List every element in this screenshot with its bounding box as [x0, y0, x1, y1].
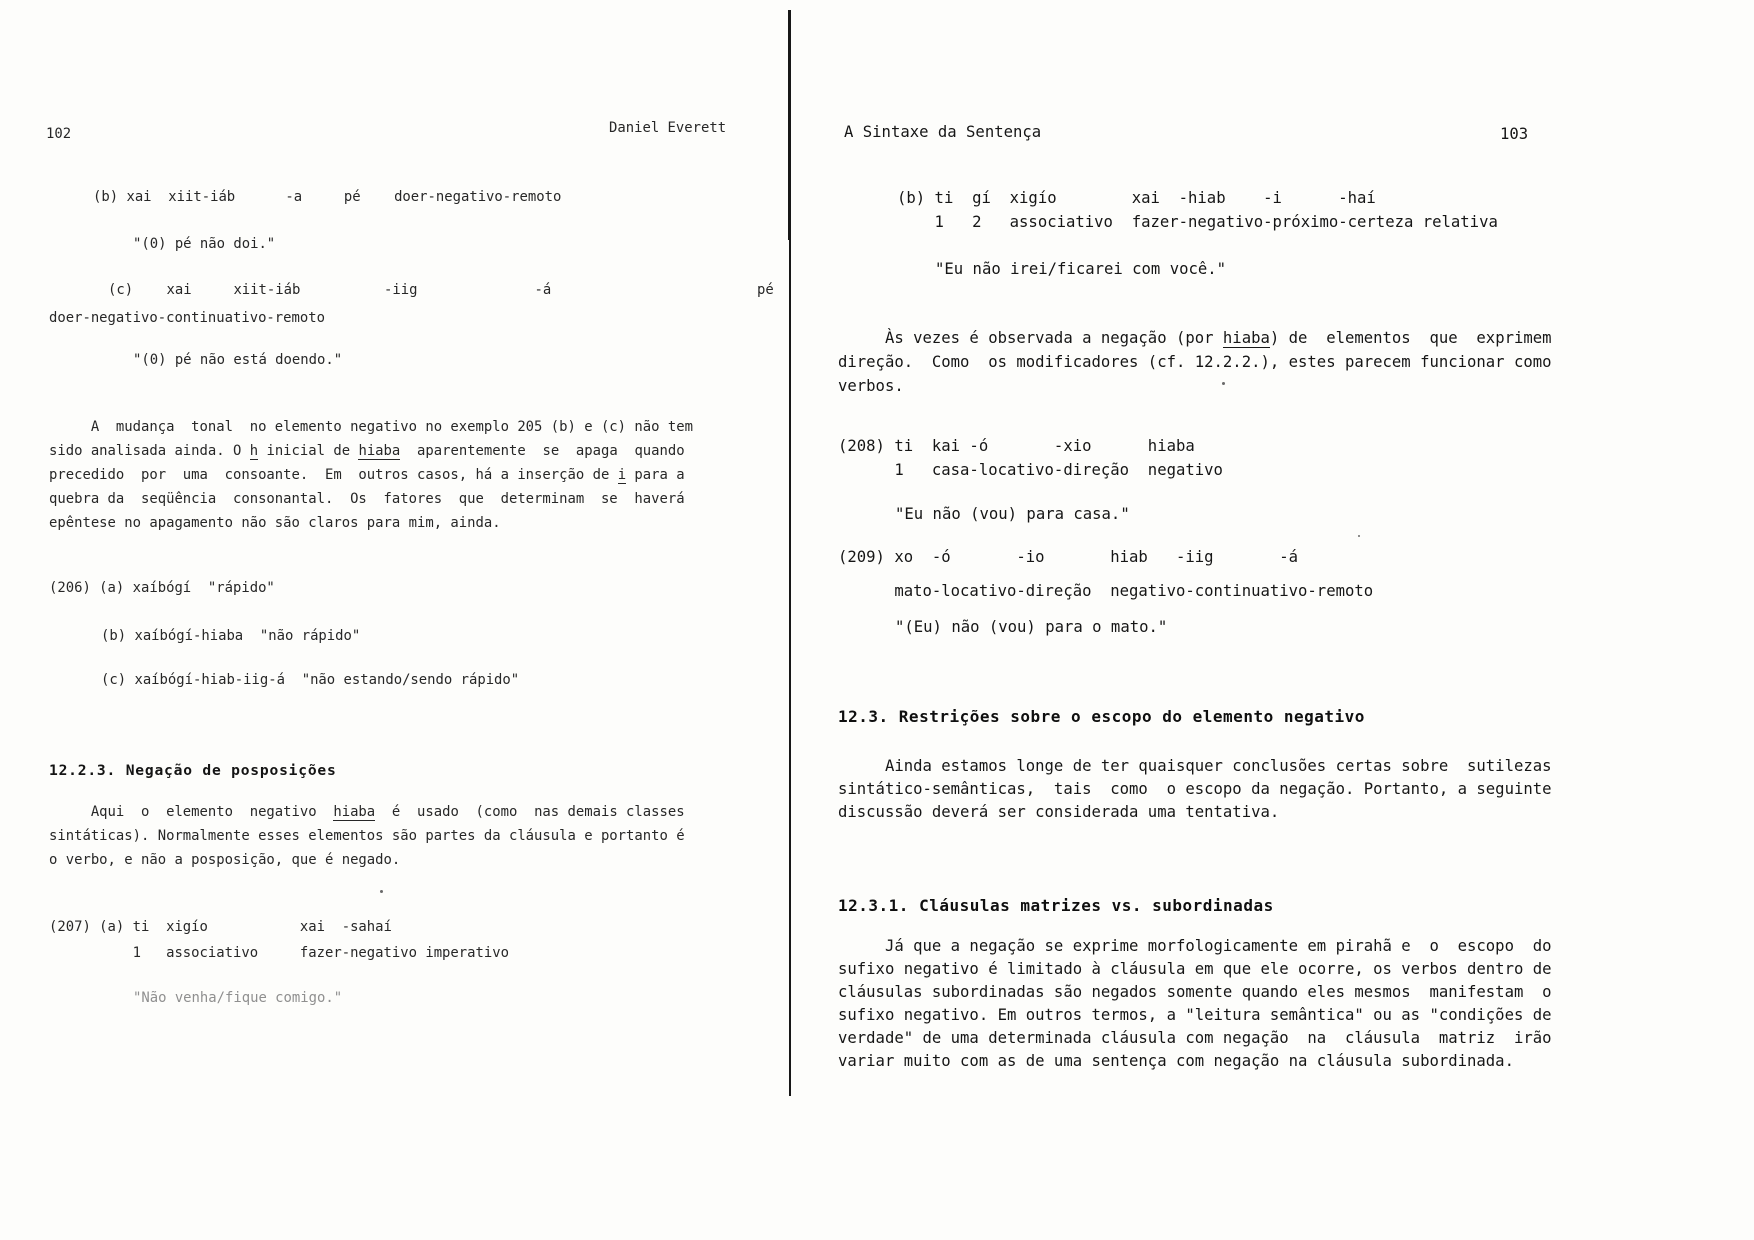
example-205c-gloss-line: doer-negativo-continuativo-remoto: [49, 310, 325, 326]
underlined-hiaba: hiaba: [1222, 329, 1270, 347]
paragraph-posposicoes-line-1-part: Aqui o elemento negativo: [49, 804, 334, 820]
paragraph-posposicoes-line-1-part: é usado (como nas demais classes: [375, 804, 685, 820]
paragraph-clausulas-line-1: Já que a negação se exprime morfologicamente em pirahã e o escopo do: [838, 937, 1552, 955]
paragraph-posposicoes-line-1: [49, 804, 685, 820]
example-206a-line: (206) (a) xaíbógí "rápido": [49, 580, 275, 596]
left-page-number: 102: [46, 126, 72, 142]
example-205c-overflow-word: pé: [757, 282, 774, 298]
paragraph-clausulas-line-5: verdade" de uma determinada cláusula com negação na cláusula matriz irão: [838, 1029, 1552, 1047]
paragraph-escopo-line-2: sintático-semânticas, tais como o escopo da negação. Portanto, a seguinte: [838, 780, 1552, 798]
paragraph-205-line-3: [49, 467, 685, 483]
underlined-h: h: [249, 443, 259, 459]
section-12-3-1-heading: 12.3.1. Cláusulas matrizes vs. subordinadas: [838, 896, 1274, 915]
section-12-2-3-heading: 12.2.3. Negação de posposições: [49, 762, 337, 779]
paragraph-posposicoes-line-3: o verbo, e não a posposição, que é negado.: [49, 852, 401, 868]
example-207b-line: (b) ti gí xigío xai -hiab -i -haí: [897, 189, 1376, 207]
paragraph-205-line-2-part: sido analisada ainda. O: [49, 443, 250, 459]
underlined-hiaba: hiaba: [358, 443, 401, 459]
example-205b-line: (b) xai xiit-iáb -a pé doer-negativo-remoto: [93, 189, 562, 205]
example-209-gloss-line: mato-locativo-direção negativo-continuativo-remoto: [838, 582, 1374, 600]
paragraph-clausulas-line-3: cláusulas subordinadas são negados somente quando eles mesmos manifestam o: [838, 983, 1552, 1001]
paragraph-escopo-line-3: discussão deverá ser considerada uma tentativa.: [838, 803, 1280, 821]
example-208-quote: "Eu não (vou) para casa.": [895, 505, 1130, 523]
paragraph-clausulas-line-2: sufixo negativo é limitado à cláusula em que ele ocorre, os verbos dentro de: [838, 960, 1552, 978]
scan-speck: [380, 890, 383, 893]
paragraph-direction-line-1: [838, 330, 1552, 348]
right-page-number: 103: [1500, 125, 1529, 143]
example-207a-quote: "Não venha/fique comigo.": [133, 990, 343, 1006]
paragraph-direction-line-2: direção. Como os modificadores (cf. 12.2.2.), estes parecem funcionar como: [838, 353, 1552, 371]
paragraph-205-line-3-part: precedido por uma consoante. Em outros casos, há a inserção de: [49, 467, 618, 483]
paragraph-205-line-4: quebra da seqüência consonantal. Os fatores que determinam se haverá: [49, 491, 685, 507]
paragraph-205-line-2: [49, 443, 685, 459]
paragraph-escopo-line-1: Ainda estamos longe de ter quaisquer conclusões certas sobre sutilezas: [838, 757, 1552, 775]
example-206b-line: (b) xaíbógí-hiaba "não rápido": [101, 628, 361, 644]
underlined-i: i: [617, 467, 627, 483]
paragraph-clausulas-line-6: variar muito com as de uma sentença com negação na cláusula subordinada.: [838, 1052, 1514, 1070]
right-running-header: A Sintaxe da Sentença: [844, 123, 1042, 141]
example-208-gloss-line: 1 casa-locativo-direção negativo: [838, 461, 1223, 479]
example-207a-gloss-line: 1 associativo fazer-negativo imperativo: [49, 945, 509, 961]
example-207b-gloss-line: 1 2 associativo fazer-negativo-próximo-certeza relativa: [897, 213, 1498, 231]
example-208-line: (208) ti kai -ó -xio hiaba: [838, 437, 1195, 455]
example-205c-quote: "(0) pé não está doendo.": [133, 352, 343, 368]
paragraph-posposicoes-line-2: sintáticas). Normalmente esses elementos são partes da cláusula e portanto é: [49, 828, 685, 844]
paragraph-205-line-3-part: para a: [626, 467, 685, 483]
example-209-line: (209) xo -ó -io hiab -iig -á: [838, 548, 1299, 566]
underlined-hiaba: hiaba: [333, 804, 376, 820]
example-206c-line: (c) xaíbógí-hiab-iig-á "não estando/sendo rápido": [101, 672, 520, 688]
scan-speck: [1222, 382, 1225, 385]
scan-speck: [1358, 535, 1360, 537]
paragraph-clausulas-line-4: sufixo negativo. Em outros termos, a "leitura semântica" ou as "condições de: [838, 1006, 1552, 1024]
example-209-quote: "(Eu) não (vou) para o mato.": [895, 618, 1168, 636]
example-207b-quote: "Eu não irei/ficarei com você.": [935, 260, 1227, 278]
paragraph-direction-line-1-part: ) de elementos que exprimem: [1269, 329, 1552, 347]
paragraph-direction-line-1-part: Às vezes é observada a negação (por: [838, 329, 1223, 347]
example-205c-line: (c) xai xiit-iáb -iig -á: [108, 282, 552, 298]
left-running-header: Daniel Everett: [609, 120, 727, 136]
paragraph-205-line-2-part: inicial de: [258, 443, 359, 459]
example-207a-line: (207) (a) ti xigío xai -sahaí: [49, 919, 392, 935]
paragraph-205-line-2-part: aparentemente se apaga quando: [400, 443, 685, 459]
section-12-3-heading: 12.3. Restrições sobre o escopo do elemento negativo: [838, 707, 1365, 726]
page-divider-line-thick-top: [788, 10, 791, 240]
paragraph-205-line-1: A mudança tonal no elemento negativo no exemplo 205 (b) e (c) não tem: [49, 419, 693, 435]
paragraph-205-line-5: epêntese no apagamento não são claros para mim, ainda.: [49, 515, 501, 531]
paragraph-direction-line-3: verbos.: [838, 377, 904, 395]
example-205b-quote: "(0) pé não doi.": [133, 236, 276, 252]
